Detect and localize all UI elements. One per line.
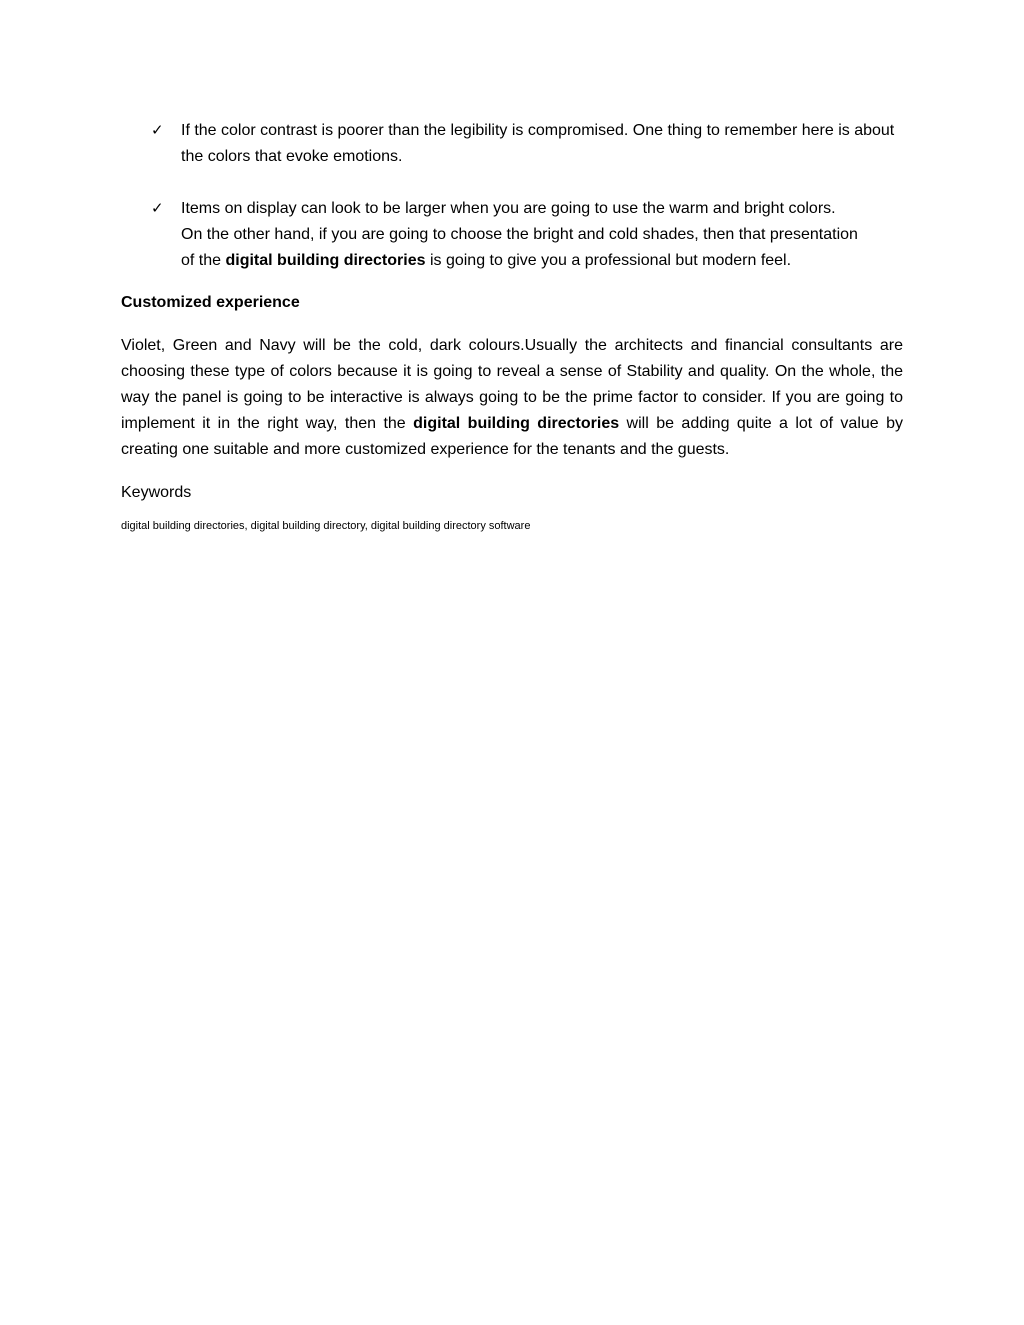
paragraph-text-after: will be adding quite a lot of value by creating one suitable and more customized experience for the tenants and the guests. — [121, 415, 904, 458]
check-mark-icon: ✓ — [151, 199, 164, 217]
bold-keyword: digital building directories — [413, 415, 620, 432]
bullet-text: If the color contrast is poorer than the legibility is compromised. One thing to remember here is about the colors that evoke emotions. — [181, 122, 895, 165]
check-mark-icon: ✓ — [151, 121, 164, 139]
document-page — [121, 118, 903, 534]
bullet-item — [121, 196, 903, 274]
paragraph-text-before: Violet, Green and Navy will be the cold, dark colours.Usually the architects and financial consultants are choosing these type of colors because it is going to reveal a sense of Stability and quality. On the whole, the way the panel is going to be interactive is always going to be the prime factor to consider. If you are going to implement it in the right way, then the — [121, 337, 903, 432]
bullet-text-suffix: is going to give you a professional but modern feel. — [425, 252, 792, 269]
bullet-line — [181, 248, 903, 274]
keywords-label: Keywords — [121, 484, 192, 501]
bullet-line: Items on display can look to be larger when you are going to use the warm and bright colors. — [181, 200, 836, 217]
bullet-text-prefix: of the — [181, 252, 226, 269]
bullet-item — [121, 118, 903, 170]
body-paragraph — [121, 333, 903, 463]
bullet-line: On the other hand, if you are going to choose the bright and cold shades, then that presentation — [181, 226, 858, 243]
keywords-list: digital building directories, digital building directory, digital building directory software — [121, 520, 531, 532]
bullet-list — [121, 118, 903, 274]
bold-keyword: digital building directories — [225, 252, 426, 269]
section-heading: Customized experience — [121, 294, 300, 311]
